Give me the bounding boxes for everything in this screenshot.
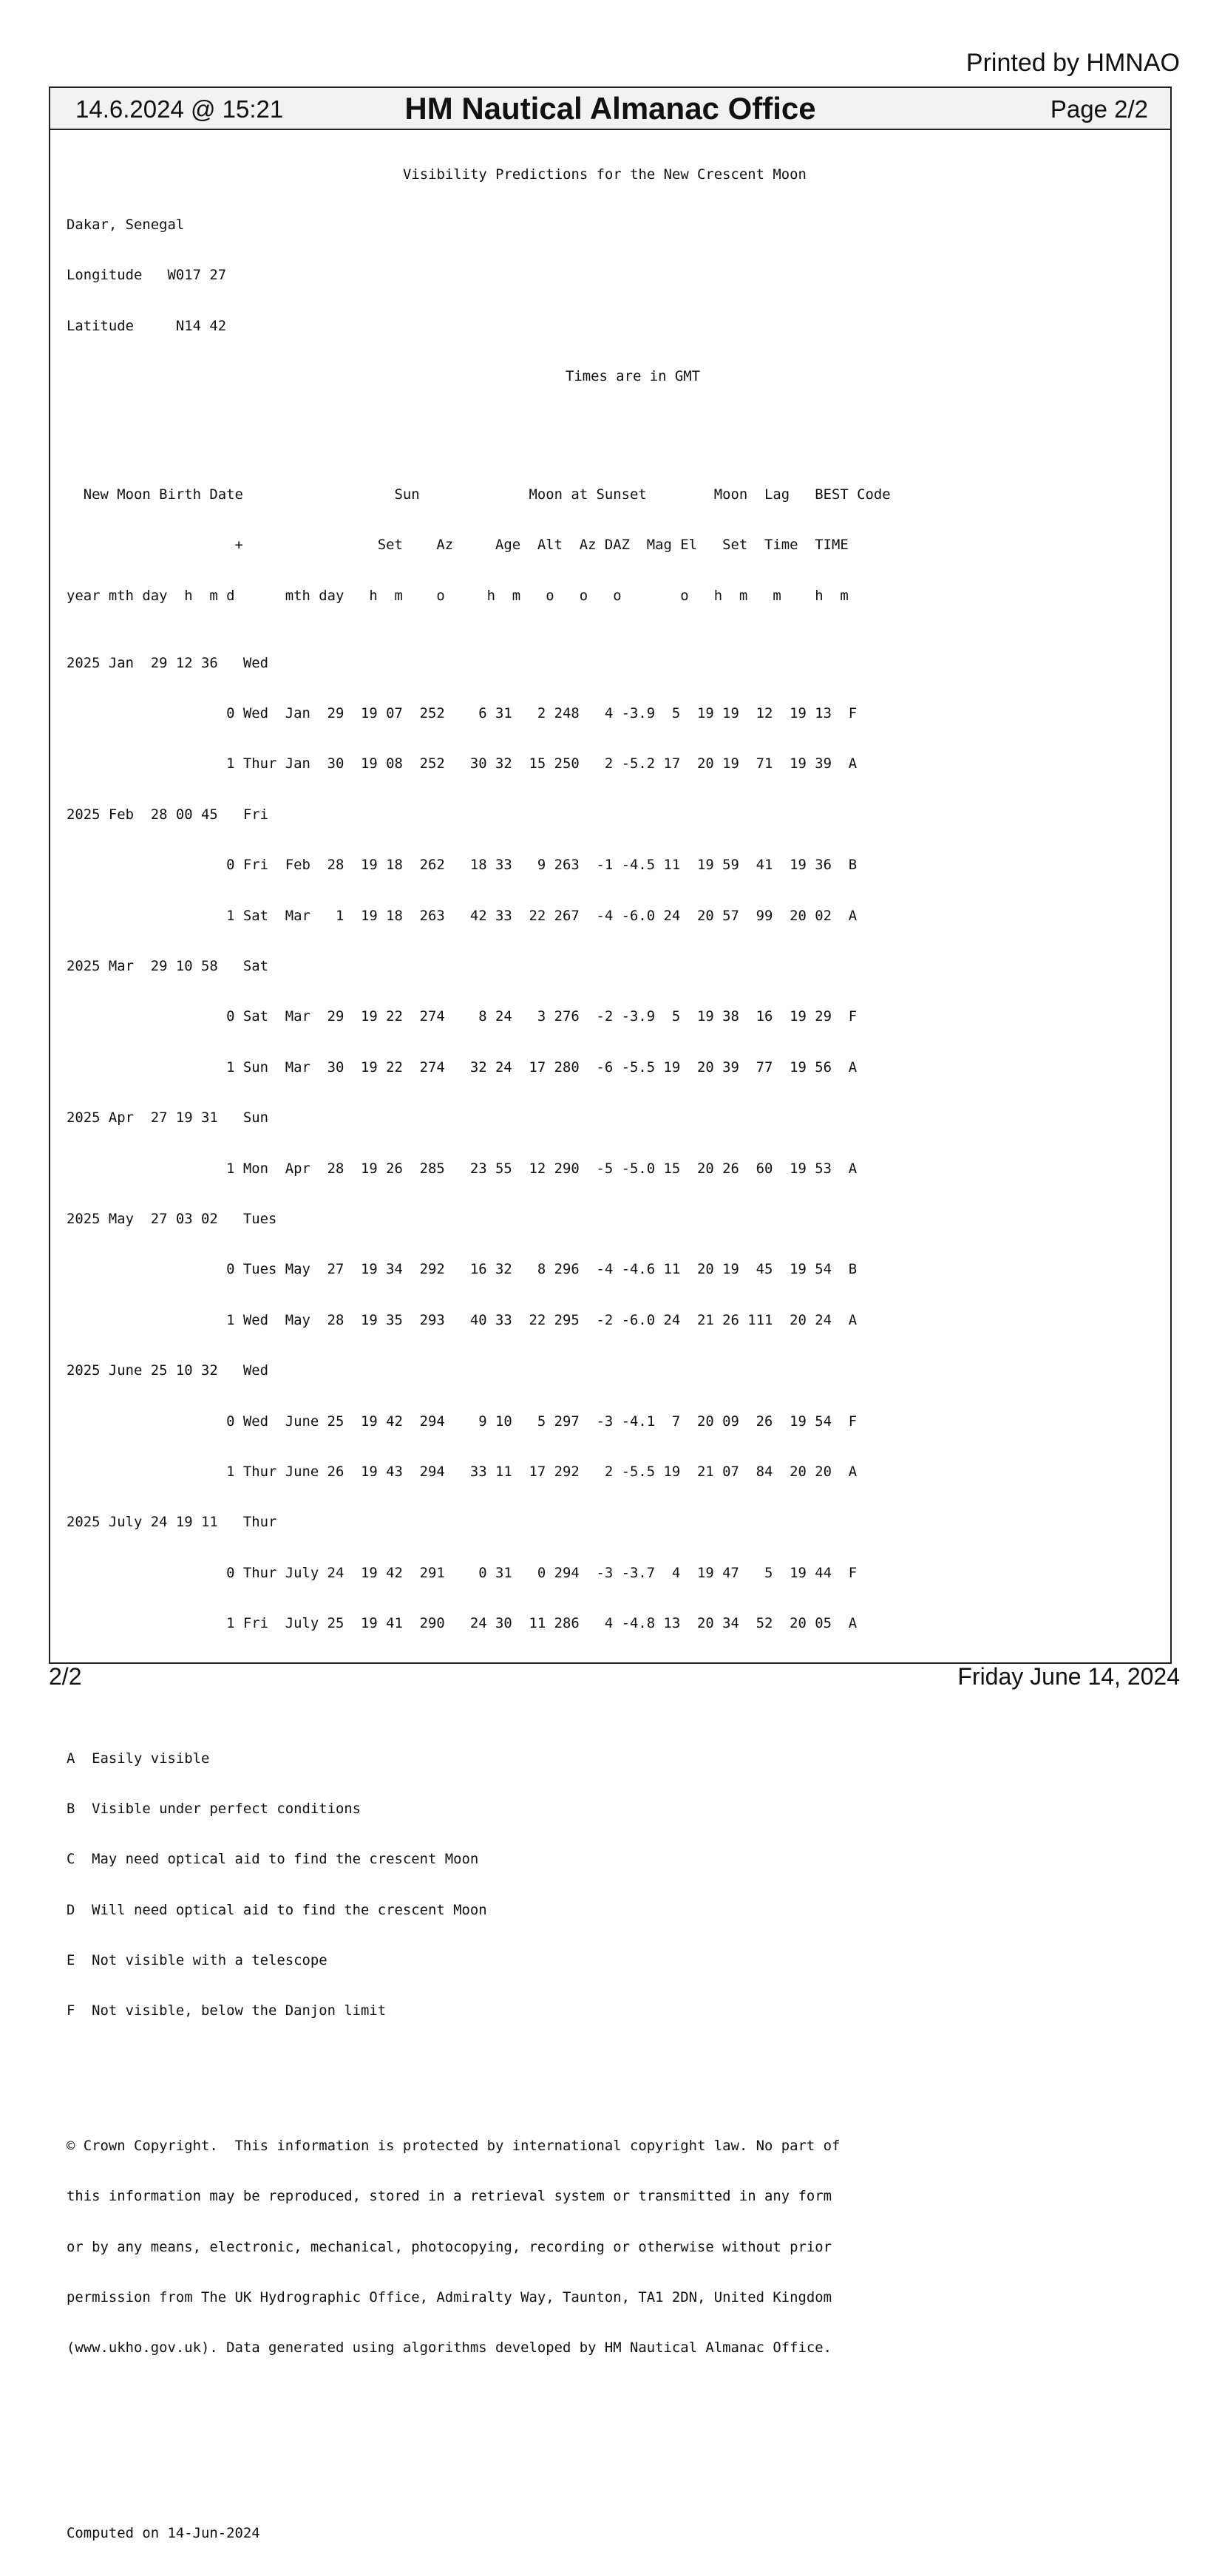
document-body [67, 132, 891, 2576]
header-timestamp: 14.6.2024 @ 15:21 [75, 95, 284, 123]
table-row: 2025 Mar 29 10 58 Sat [67, 958, 268, 975]
table-row: 2025 Apr 27 19 31 Sun [67, 1109, 268, 1126]
spacer [67, 2070, 891, 2087]
table-row: 2025 June 25 10 32 Wed [67, 1362, 268, 1379]
table-row: 1 Fri July 25 19 41 290 24 30 11 286 4 -4.8 13 20 34 52 20 05 A [67, 1615, 858, 1632]
copyright-line: (www.ukho.gov.uk). Data generated using algorithms developed by HM Nautical Almanac Office. [67, 2339, 832, 2356]
column-header-row-1: New Moon Birth Date Sun Moon at Sunset Moon Lag BEST Code [67, 486, 891, 503]
copyright-line: this information may be reproduced, stored in a retrieval system or transmitted in any form [67, 2188, 832, 2205]
table-row: 1 Thur June 26 19 43 294 33 11 17 292 2 -5.5 19 21 07 84 20 20 A [67, 1463, 858, 1480]
legend-item-c: C May need optical aid to find the crescent Moon [67, 1851, 479, 1868]
table-row: 0 Tues May 27 19 34 292 16 32 8 296 -4 -4.6 11 20 19 45 19 54 B [67, 1261, 858, 1278]
column-header-row-2: + Set Az Age Alt Az DAZ Mag El Set Time TIME [67, 537, 849, 554]
location-latitude: Latitude N14 42 [67, 317, 227, 334]
table-row: 0 Sat Mar 29 19 22 274 8 24 3 276 -2 -3.9 5 19 38 16 19 29 F [67, 1008, 858, 1025]
location-name: Dakar, Senegal [67, 216, 185, 233]
table-row: 2025 July 24 19 11 Thur [67, 1514, 277, 1531]
printed-by-label: Printed by HMNAO [965, 49, 1180, 77]
legend-item-a: A Easily visible [67, 1750, 210, 1767]
table-row: 2025 Feb 28 00 45 Fri [67, 806, 268, 823]
copyright-line: © Crown Copyright. This information is protected by international copyright law. No part of [67, 2137, 841, 2154]
doc-title: Visibility Predictions for the New Crescent Moon [403, 166, 807, 183]
location-longitude: Longitude W017 27 [67, 267, 227, 284]
spacer [67, 1682, 891, 1699]
column-header-row-3: year mth day h m d mth day h m o h m o o o o h m m h m [67, 587, 849, 604]
table-row: 1 Sat Mar 1 19 18 263 42 33 22 267 -4 -6.0 24 20 57 99 20 02 A [67, 907, 858, 924]
legend-item-e: E Not visible with a telescope [67, 1952, 327, 1969]
times-note: Times are in GMT [566, 368, 700, 385]
table-row: 0 Wed June 25 19 42 294 9 10 5 297 -3 -4.1 7 20 09 26 19 54 F [67, 1413, 858, 1430]
legend-item-b: B Visible under perfect conditions [67, 1800, 361, 1817]
table-row: 1 Thur Jan 30 19 08 252 30 32 15 250 2 -5.2 17 20 19 71 19 39 A [67, 755, 858, 772]
spacer [67, 419, 891, 436]
footer-page-number: 2/2 [49, 1663, 82, 1690]
table-row: 0 Fri Feb 28 19 18 262 18 33 9 263 -1 -4.5 11 19 59 41 19 36 B [67, 857, 858, 874]
legend-item-f: F Not visible, below the Danjon limit [67, 2002, 387, 2019]
table-row: 2025 May 27 03 02 Tues [67, 1211, 277, 1227]
header-title: HM Nautical Almanac Office [404, 91, 816, 126]
page-header [50, 88, 1170, 130]
table-row: 1 Mon Apr 28 19 26 285 23 55 12 290 -5 -5.0 15 20 26 60 19 53 A [67, 1160, 858, 1177]
legend-item-d: D Will need optical aid to find the crescent Moon [67, 1901, 487, 1918]
spacer [67, 2407, 891, 2424]
spacer [67, 2458, 891, 2475]
computed-date: Computed on 14-Jun-2024 [67, 2525, 260, 2542]
table-row: 1 Sun Mar 30 19 22 274 32 24 17 280 -6 -5.5 19 20 39 77 19 56 A [67, 1058, 858, 1075]
table-row: 0 Thur July 24 19 42 291 0 31 0 294 -3 -3.7 4 19 47 5 19 44 F [67, 1564, 858, 1581]
copyright-line: permission from The UK Hydrographic Office, Admiralty Way, Taunton, TA1 2DN, United Kingdom [67, 2289, 832, 2305]
table-row: 2025 Jan 29 12 36 Wed [67, 654, 268, 671]
table-row: 0 Wed Jan 29 19 07 252 6 31 2 248 4 -3.9 5 19 19 12 19 13 F [67, 705, 858, 722]
table-row: 1 Wed May 28 19 35 293 40 33 22 295 -2 -6.0 24 21 26 111 20 24 A [67, 1311, 858, 1328]
footer-date: Friday June 14, 2024 [957, 1663, 1180, 1690]
header-page-number: Page 2/2 [1050, 95, 1148, 123]
copyright-line: or by any means, electronic, mechanical, photocopying, recording or otherwise without prior [67, 2238, 832, 2255]
